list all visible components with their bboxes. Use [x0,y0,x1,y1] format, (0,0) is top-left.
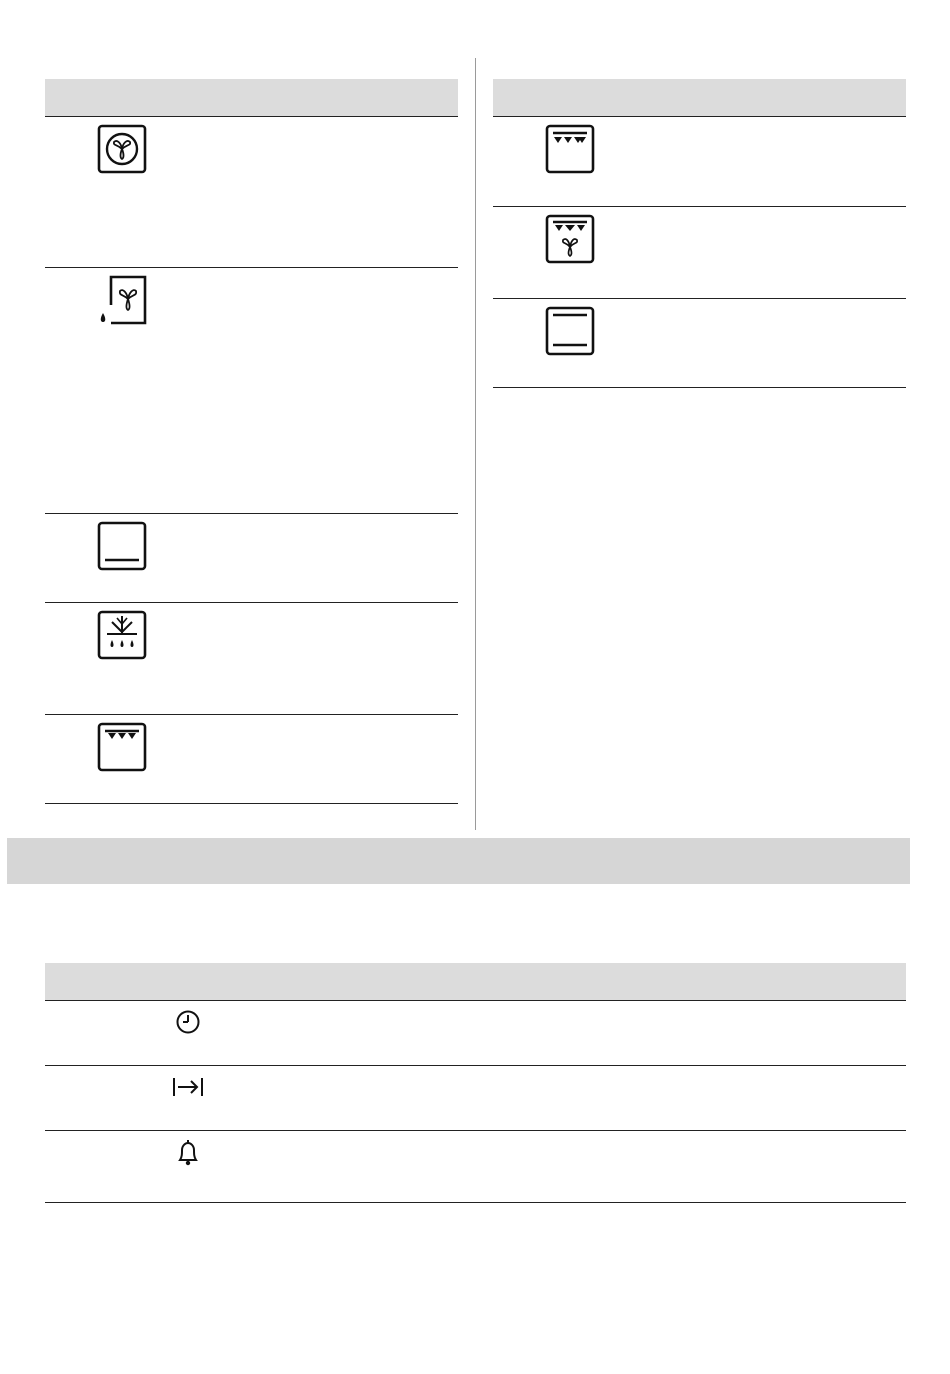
bottom-heat-icon [97,521,147,571]
table-row [493,299,906,388]
table-row [493,117,906,207]
minute-minder-bell-icon [171,1136,205,1170]
moist-fan-baking-icon [97,275,147,325]
turbo-grilling-icon [545,214,595,264]
duration-icon [171,1070,205,1104]
table-row [45,1131,906,1203]
section-heading-band [7,838,910,884]
clock-table-header [45,963,906,1001]
table-row [45,117,458,268]
table-row [45,715,458,804]
table-row [493,207,906,299]
conventional-cooking-icon [545,306,595,356]
table-row [45,1001,906,1066]
column-divider [475,58,476,830]
true-fan-cooking-icon [97,124,147,174]
defrost-icon [97,610,147,660]
time-of-day-icon [171,1005,205,1039]
table-row [45,514,458,603]
table-row [45,1066,906,1131]
table-row [45,268,458,514]
table-row [45,603,458,715]
fast-grilling-icon [545,124,595,174]
right-table-header [493,79,906,117]
top-heat-grill-icon [97,722,147,772]
left-table-header [45,79,458,117]
